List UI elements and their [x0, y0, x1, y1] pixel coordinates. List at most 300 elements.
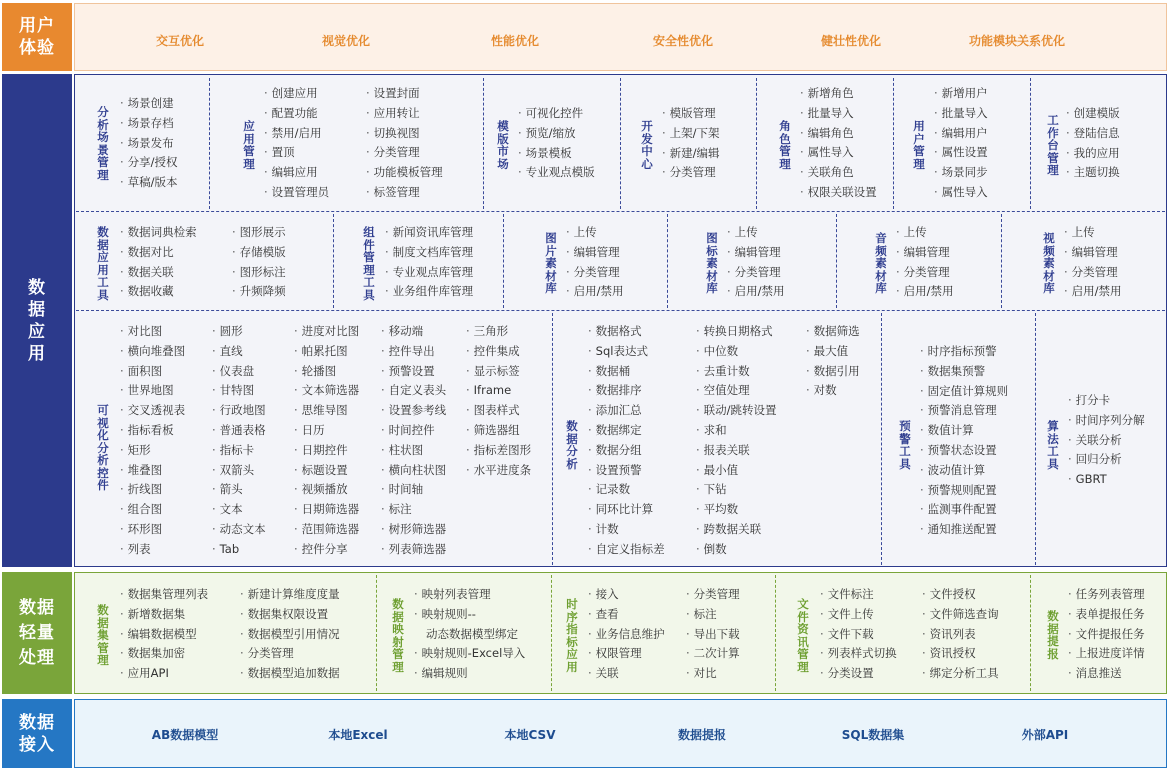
title-char: 理	[779, 156, 791, 171]
list-item: · 分类设置	[820, 664, 897, 684]
list-item: · 分类管理	[727, 263, 785, 283]
list-item: · 文件上传	[820, 605, 897, 625]
title-char: 工	[363, 275, 375, 289]
list-item: · 横向柱状图	[381, 461, 446, 481]
divider	[551, 575, 552, 691]
list-item: · 记录数	[588, 480, 665, 500]
list-item: · 自定义指标差	[588, 540, 665, 560]
block-title	[496, 120, 510, 170]
list-item: · 场景发布	[120, 134, 178, 154]
block-list	[1064, 223, 1122, 302]
block-list	[686, 585, 740, 684]
list-item: · 箭头	[212, 480, 266, 500]
list-item: · 普通表格	[212, 421, 266, 441]
list-item: · 接入	[588, 585, 665, 605]
list-item: · 中位数	[696, 342, 777, 362]
block-list	[466, 322, 531, 480]
list-item: · 堆叠图	[120, 461, 185, 481]
title-char: 可	[97, 403, 109, 417]
block-list	[920, 342, 1008, 540]
list-item: · 存储模版	[232, 243, 286, 263]
title-char: 发	[641, 131, 653, 146]
list-item: · 场景模板	[518, 144, 595, 164]
list-item: · 任务列表管理	[1068, 585, 1145, 605]
divider	[1030, 575, 1031, 691]
list-item: · 世界地图	[120, 381, 185, 401]
block-title	[796, 598, 810, 673]
list-item: · 最大值	[806, 342, 860, 362]
title-char: 理	[1047, 163, 1059, 177]
list-item: · 上传	[1064, 223, 1122, 243]
list-item: · 数据集管理列表	[120, 585, 208, 605]
list-item: · 启用/禁用	[896, 282, 954, 302]
block-list	[1066, 104, 1120, 183]
divider	[756, 78, 757, 209]
divider	[483, 78, 484, 209]
title-char: 视	[97, 415, 109, 430]
list-item: · 树形筛选器	[381, 520, 446, 540]
block-list	[120, 322, 185, 560]
app-label-c: 用	[28, 343, 46, 364]
ux-item: 功能模块关系优化	[968, 34, 1065, 48]
title-char: 应	[97, 250, 109, 264]
list-item: · 主题切换	[1066, 163, 1120, 183]
list-item: · 预警状态设置	[920, 441, 1008, 461]
list-item: · 思维导图	[294, 401, 359, 421]
access-item: AB数据模型	[151, 728, 219, 742]
title-char: 具	[1047, 456, 1059, 471]
title-char: 数	[97, 225, 109, 239]
list-item: · 新增用户	[934, 84, 988, 104]
list-item: · 标注	[686, 605, 740, 625]
title-char: 中	[641, 144, 653, 158]
list-item: · 功能模板管理	[366, 163, 443, 183]
list-item: · 双箭头	[212, 461, 266, 481]
list-item: · 权限关联设置	[800, 183, 877, 203]
access-item: 本地CSV	[504, 728, 556, 742]
list-item: · 二次计算	[686, 644, 740, 664]
list-item: · 上传	[727, 223, 785, 243]
block-title	[778, 120, 792, 170]
list-item: · 时间控件	[381, 421, 446, 441]
title-char: 时	[566, 597, 578, 611]
list-item: · 编辑管理	[566, 243, 624, 263]
ux-item: 健壮性优化	[820, 34, 881, 48]
list-item: · 去重计数	[696, 362, 777, 382]
list-item: · 专业观点模版	[518, 163, 595, 183]
list-item: · 文件筛选查询	[922, 605, 999, 625]
list-item: · 文本	[212, 500, 266, 520]
block-list	[662, 104, 720, 183]
list-item: · 报表关联	[696, 441, 777, 461]
title-char: 素	[706, 256, 718, 270]
block-title	[1042, 232, 1056, 295]
divider	[1035, 313, 1036, 565]
list-item: · 制度文档库管理	[385, 243, 473, 263]
list-item: · 标签管理	[366, 183, 443, 203]
list-item: · 数据集加密	[120, 644, 208, 664]
title-char: 讯	[797, 634, 809, 649]
block-title	[705, 232, 719, 295]
divider	[76, 310, 1165, 311]
access-label-l1: 数据	[19, 712, 55, 733]
title-char: 材	[875, 268, 887, 283]
list-item: · 预警规则配置	[920, 481, 1008, 501]
title-char: 提	[1047, 634, 1059, 648]
title-char: 色	[779, 131, 791, 146]
block-title	[912, 120, 926, 170]
list-item: · 计数	[588, 520, 665, 540]
title-char: 用	[566, 659, 578, 674]
title-char: 管	[797, 647, 809, 661]
list-item: · 轮播图	[294, 362, 359, 382]
divider	[1030, 78, 1031, 209]
title-char: 预	[899, 419, 911, 433]
list-item: · 应用API	[120, 664, 208, 684]
ux-label	[2, 3, 72, 71]
list-item: · 权限管理	[588, 644, 665, 664]
light-label-l: 数据	[19, 597, 55, 618]
block-list	[1068, 585, 1145, 684]
block-list	[727, 223, 785, 302]
list-item: · 启用/禁用	[566, 282, 624, 302]
list-item: · 指标卡	[212, 441, 266, 461]
list-item: · 编辑用户	[934, 124, 988, 144]
list-item: · 图形展示	[232, 223, 286, 243]
list-item: · 关联角色	[800, 163, 877, 183]
list-item: · 预警设置	[381, 362, 446, 382]
list-item: · 数据模型引用情况	[240, 625, 340, 645]
title-char: 析	[97, 117, 109, 132]
title-char: 管	[363, 250, 375, 264]
list-item: · 业务信息维护	[588, 625, 665, 645]
list-item: · 范围筛选器	[294, 520, 359, 540]
list-item: · 柱状图	[381, 441, 446, 461]
list-item: · 打分卡	[1068, 391, 1145, 411]
title-char: 频	[875, 243, 887, 258]
list-item: · 平均数	[696, 500, 777, 520]
list-item: · 应用转让	[366, 104, 443, 124]
list-item: · 场景同步	[934, 163, 988, 183]
block-list	[800, 84, 877, 203]
list-item: · 数据引用	[806, 362, 860, 382]
list-item: · 控件集成	[466, 342, 531, 362]
list-item: · 数据格式	[588, 322, 665, 342]
list-item: · 导出下载	[686, 625, 740, 645]
list-item: · 上传	[566, 223, 624, 243]
title-char: 序	[566, 609, 578, 624]
list-item: · 圆形	[212, 322, 266, 342]
divider	[1001, 214, 1002, 308]
list-item: · 交叉透视表	[120, 401, 185, 421]
list-item: · 求和	[696, 421, 777, 441]
title-char: 据	[392, 609, 404, 624]
title-char: 理	[97, 653, 109, 667]
list-item: · 监测事件配置	[920, 500, 1008, 520]
list-item: · 图形标注	[232, 263, 286, 283]
block-list	[264, 84, 329, 203]
ux-item: 安全性优化	[652, 34, 713, 48]
list-item: · 批量导入	[800, 104, 877, 124]
title-char: 工	[899, 444, 911, 458]
list-item: · 跨数据关联	[696, 520, 777, 540]
list-item: · 切换视图	[366, 124, 443, 144]
list-item: · 分类管理	[366, 143, 443, 163]
title-char: 据	[97, 237, 109, 252]
title-char: 工	[97, 275, 109, 289]
title-char: 化	[97, 428, 109, 442]
list-item: · 数值计算	[920, 421, 1008, 441]
list-item: · 筛选器组	[466, 421, 531, 441]
divider	[376, 575, 377, 691]
list-item: · 新增角色	[800, 84, 877, 104]
title-char: 资	[797, 622, 809, 636]
title-char: 材	[1043, 268, 1055, 283]
title-char: 材	[545, 268, 557, 283]
access-item: SQL数据集	[841, 728, 905, 742]
title-char: 数	[97, 603, 109, 617]
list-item: · 数据排序	[588, 381, 665, 401]
access-label	[2, 699, 72, 768]
list-item: · 编辑管理	[896, 243, 954, 263]
divider	[620, 78, 621, 209]
list-item: · 控件分享	[294, 540, 359, 560]
title-char: 理	[797, 659, 809, 674]
title-char: 库	[706, 281, 718, 295]
title-char: 控	[97, 465, 109, 480]
title-char: 素	[1043, 256, 1055, 270]
list-item: · 甘特图	[212, 381, 266, 401]
block-list	[696, 322, 777, 560]
list-item: · 数据筛选	[806, 322, 860, 342]
list-item: · 自定义表头	[381, 381, 446, 401]
app-label-c: 据	[28, 299, 46, 320]
list-item: · 数据关联	[120, 263, 197, 283]
app-label	[2, 74, 72, 567]
title-char: 射	[392, 634, 404, 649]
title-char: 分	[97, 440, 109, 455]
title-char: 文	[797, 597, 809, 611]
access-item: 数据提报	[677, 728, 726, 742]
list-item: · 仪表盘	[212, 362, 266, 382]
ux-label-l1: 用户	[19, 16, 55, 36]
divider	[503, 214, 504, 308]
title-char: 图	[545, 231, 557, 245]
title-char: 视	[1043, 231, 1055, 245]
list-item: · 专业观点库管理	[385, 263, 473, 283]
title-char: 数	[566, 419, 578, 433]
list-item: · 上架/下架	[662, 124, 720, 144]
list-item: · 新闻资讯库管理	[385, 223, 473, 243]
title-char: 音	[875, 231, 887, 245]
title-char: 据	[1047, 621, 1059, 636]
list-item: · 上报进度详情	[1068, 644, 1145, 664]
title-char: 管	[1047, 150, 1059, 165]
title-char: 景	[97, 142, 109, 157]
list-item: · 视频播放	[294, 480, 359, 500]
list-item: · 创建模版	[1066, 104, 1120, 124]
list-item: · 我的应用	[1066, 144, 1120, 164]
divider	[76, 211, 1165, 212]
block-list	[820, 585, 897, 684]
list-item: · 资讯授权	[922, 644, 999, 664]
block-list	[566, 223, 624, 302]
access-item: 外部API	[1021, 728, 1069, 742]
list-item: · Sql表达式	[588, 342, 665, 362]
list-item: · 预警消息管理	[920, 401, 1008, 421]
list-item: · 数据收藏	[120, 282, 197, 302]
list-item: · 最小值	[696, 461, 777, 481]
list-item: · 新增数据集	[120, 605, 208, 625]
block-list	[414, 585, 525, 684]
list-item: · 文件下载	[820, 625, 897, 645]
list-item: · 对数	[806, 381, 860, 401]
list-item: · 帕累托图	[294, 342, 359, 362]
title-char: 应	[566, 647, 578, 661]
block-list	[120, 223, 197, 302]
list-item: · 控件导出	[381, 342, 446, 362]
list-item: · 分类管理	[896, 263, 954, 283]
title-char: 件	[97, 478, 109, 492]
list-item: · 面积图	[120, 362, 185, 382]
title-char: 管	[97, 155, 109, 169]
list-item: · 文件提报任务	[1068, 625, 1145, 645]
list-item: · 标题设置	[294, 461, 359, 481]
block-title	[565, 420, 579, 470]
list-item: · 环形图	[120, 520, 185, 540]
list-item: · 可视化控件	[518, 104, 595, 124]
list-item: · 数据词典检索	[120, 223, 197, 243]
title-char: 管	[779, 144, 791, 158]
list-item: · 日期筛选器	[294, 500, 359, 520]
list-item: · 编辑数据模型	[120, 625, 208, 645]
title-char: 理	[913, 156, 925, 171]
list-item: · 数据桶	[588, 362, 665, 382]
title-char: 工	[1047, 113, 1059, 127]
title-char: 析	[97, 453, 109, 467]
list-item: · 数据绑定	[588, 421, 665, 441]
list-item: · 时间轴	[381, 480, 446, 500]
list-item: · 分类管理	[566, 263, 624, 283]
light-label-l: 轻量	[19, 622, 55, 643]
app-label-c: 应	[28, 321, 46, 342]
ux-item: 视觉优化	[321, 34, 370, 48]
list-item: · 同环比计算	[588, 500, 665, 520]
list-item: · 编辑应用	[264, 163, 329, 183]
list-item: · 列表样式切换	[820, 644, 897, 664]
list-item: · 编辑管理	[1064, 243, 1122, 263]
title-char: 分	[566, 444, 578, 458]
list-item: · 行政地图	[212, 401, 266, 421]
block-list	[212, 322, 266, 560]
list-item: · 进度对比图	[294, 322, 359, 342]
list-item: · 设置预警	[588, 461, 665, 481]
list-item: · 业务组件库管理	[385, 282, 473, 302]
list-item: · 分享/授权	[120, 153, 178, 173]
list-item: · 通知推送配置	[920, 520, 1008, 540]
list-item: · 矩形	[120, 441, 185, 461]
list-item: · 图表样式	[466, 401, 531, 421]
title-char: 组	[363, 225, 375, 239]
list-item: · 置顶	[264, 143, 329, 163]
divider	[333, 214, 334, 308]
list-item: · 设置参考线	[381, 401, 446, 421]
block-title	[1046, 420, 1060, 470]
list-item: · 映射规则-Excel导入	[414, 644, 525, 664]
list-item: · 数据集权限设置	[240, 605, 340, 625]
list-item: · 联动/跳转设置	[696, 401, 777, 421]
block-list	[588, 322, 665, 560]
block-list	[1068, 391, 1145, 490]
list-item: · 对比图	[120, 322, 185, 342]
divider	[881, 313, 882, 565]
title-char: 析	[566, 456, 578, 471]
access-label-l2: 接入	[19, 734, 55, 755]
list-item: · 添加汇总	[588, 401, 665, 421]
title-char: 算	[1047, 419, 1059, 433]
list-item: · 分类管理	[240, 644, 340, 664]
block-title	[544, 232, 558, 295]
title-char: 理	[97, 167, 109, 182]
list-item: · 模版管理	[662, 104, 720, 124]
list-item: · 启用/禁用	[1064, 282, 1122, 302]
list-item: · 新建/编辑	[662, 144, 720, 164]
block-title	[96, 404, 110, 492]
title-char: 用	[97, 262, 109, 277]
block-list	[381, 322, 446, 560]
list-item: · GBRT	[1068, 470, 1145, 490]
light-label-l: 处理	[19, 647, 55, 668]
block-list	[294, 322, 359, 560]
divider	[667, 214, 668, 308]
title-char: 件	[363, 237, 375, 252]
list-item: · 编辑管理	[727, 243, 785, 263]
list-item: · 折线图	[120, 480, 185, 500]
block-list	[240, 585, 340, 684]
divider	[552, 313, 553, 565]
title-char: 具	[899, 456, 911, 471]
list-item: · 数据集预警	[920, 362, 1008, 382]
title-char: 管	[913, 144, 925, 158]
block-title	[1046, 114, 1060, 177]
list-item: · 时序指标预警	[920, 342, 1008, 362]
list-item: · 文件授权	[922, 585, 999, 605]
title-char: 具	[363, 287, 375, 302]
title-char: 频	[1043, 243, 1055, 258]
list-item: · 关联分析	[1068, 431, 1145, 451]
list-item: · 日历	[294, 421, 359, 441]
list-item: · 时间序列分解	[1068, 411, 1145, 431]
block-title	[242, 120, 256, 170]
divider	[836, 214, 837, 308]
list-item: · 场景创建	[120, 94, 178, 114]
list-item: · 水平进度条	[466, 461, 531, 481]
list-item: · 升频降频	[232, 282, 286, 302]
divider	[209, 78, 210, 209]
title-char: 标	[566, 634, 578, 649]
list-item: · 上传	[896, 223, 954, 243]
block-title	[565, 598, 579, 673]
title-char: 管	[392, 647, 404, 661]
block-list	[385, 223, 473, 302]
block-title	[391, 598, 405, 673]
list-item: · 固定值计算规则	[920, 382, 1008, 402]
list-item: · 配置功能	[264, 104, 329, 124]
list-item: · 分类管理	[662, 163, 720, 183]
list-item: · 关联	[588, 664, 665, 684]
list-item: · 组合图	[120, 500, 185, 520]
list-item: · 绑定分析工具	[922, 664, 999, 684]
